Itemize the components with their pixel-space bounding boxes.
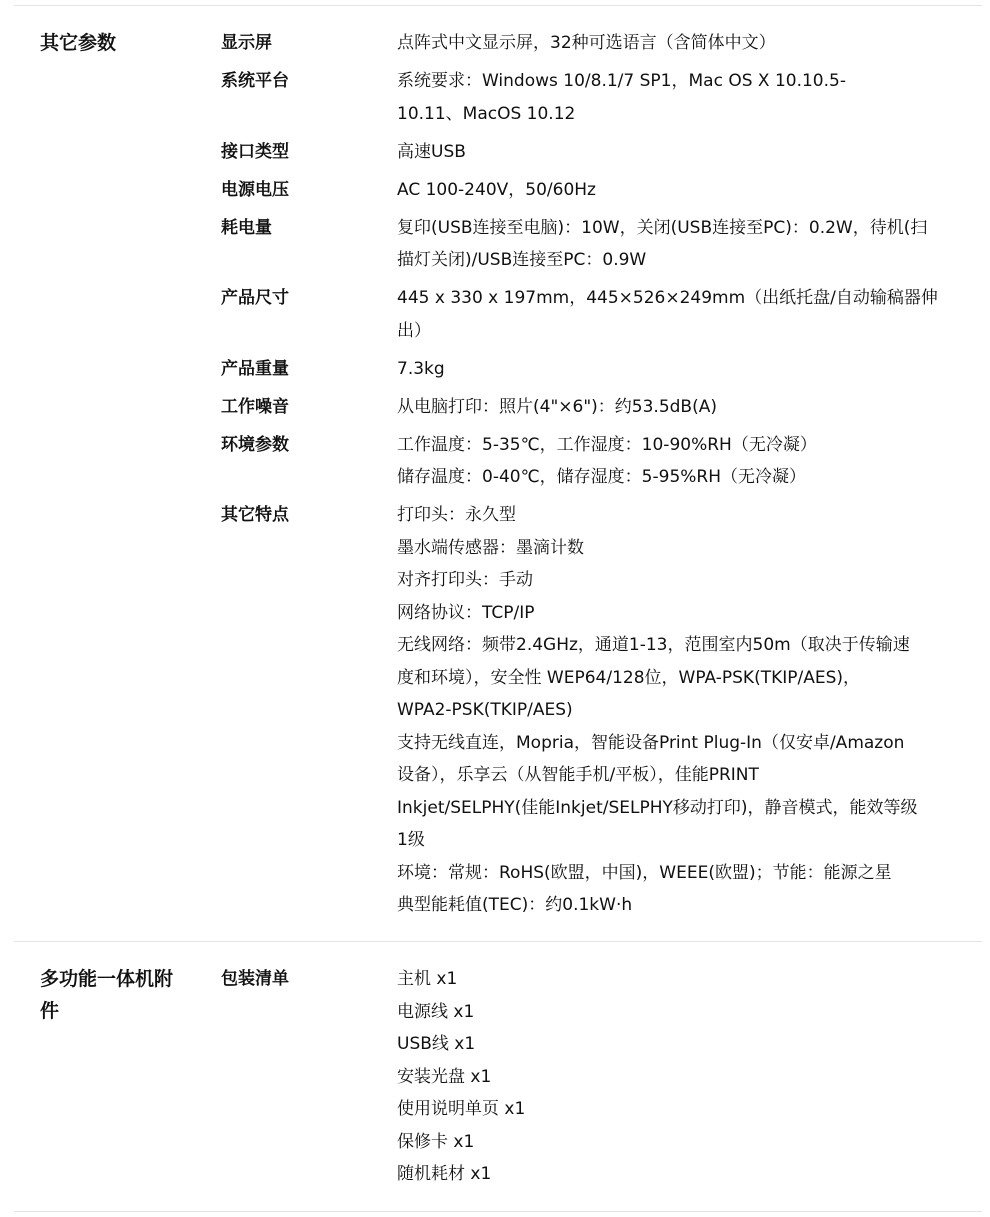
spec-value-line: 高速USB bbox=[397, 141, 466, 162]
spec-value-line: 度和环境），安全性 WEP64/128位，WPA-PSK(TKIP/AES)， bbox=[397, 667, 861, 688]
spec-label: 显示屏 bbox=[221, 33, 272, 53]
spec-value-line: 保修卡 x1 bbox=[397, 1131, 475, 1152]
spec-row bbox=[0, 136, 990, 169]
spec-value-line: 主机 x1 bbox=[397, 969, 458, 989]
spec-label: 其它特点 bbox=[221, 505, 289, 525]
spec-value bbox=[397, 353, 962, 386]
spec-value-line: 典型能耗值(TEC)：约0.1kW·h bbox=[397, 895, 633, 915]
spec-row bbox=[0, 429, 990, 494]
section-title-line: 其它参数 bbox=[40, 32, 117, 54]
spec-value-line: 打印头：永久型 bbox=[397, 505, 516, 525]
spec-value bbox=[397, 212, 962, 277]
spec-value-line: 电源线 x1 bbox=[397, 1001, 475, 1022]
spec-value-line: 设备），乐享云（从智能手机/平板），佳能PRINT bbox=[397, 765, 759, 785]
spec-row bbox=[0, 65, 990, 130]
spec-value-line: WPA2-PSK(TKIP/AES) bbox=[397, 700, 573, 720]
spec-value bbox=[397, 136, 962, 169]
spec-label: 产品重量 bbox=[221, 358, 289, 379]
spec-row bbox=[0, 27, 990, 60]
spec-value-line: 10.11、MacOS 10.12 bbox=[397, 103, 576, 124]
spec-value-line: 对齐打印头：手动 bbox=[397, 570, 533, 590]
section-title-line: 多功能一体机附 bbox=[40, 968, 174, 990]
spec-value bbox=[397, 27, 962, 60]
divider bbox=[14, 1211, 982, 1212]
spec-value bbox=[397, 391, 962, 424]
spec-label: 工作噪音 bbox=[221, 396, 289, 417]
spec-value-line: 出） bbox=[397, 320, 431, 341]
spec-value-line: 复印(USB连接至电脑)：10W，关闭(USB连接至PC)：0.2W，待机(扫 bbox=[397, 217, 928, 238]
spec-row bbox=[0, 499, 990, 922]
spec-value-line: 无线网络：频带2.4GHz，通道1-13，范围室内50m（取决于传输速 bbox=[397, 635, 910, 655]
spec-label: 产品尺寸 bbox=[221, 288, 289, 308]
spec-value-line: 储存温度：0-40℃，储存湿度：5-95%RH（无冷凝） bbox=[397, 467, 807, 487]
spec-value-line: 随机耗材 x1 bbox=[397, 1164, 492, 1184]
spec-value bbox=[397, 499, 962, 922]
spec-value bbox=[397, 429, 962, 494]
spec-value bbox=[397, 65, 962, 130]
spec-value-line: 系统要求：Windows 10/8.1/7 SP1，Mac OS X 10.10.5- bbox=[397, 71, 846, 91]
spec-rows bbox=[0, 27, 990, 927]
spec-row bbox=[0, 212, 990, 277]
spec-row bbox=[0, 353, 990, 386]
spec-label: 包装清单 bbox=[221, 969, 289, 989]
spec-row bbox=[0, 282, 990, 347]
spec-value-line: 墨水端传感器：墨滴计数 bbox=[397, 537, 584, 558]
spec-label: 系统平台 bbox=[221, 71, 289, 91]
spec-value-line: Inkjet/SELPHY(佳能Inkjet/SELPHY移动打印)，静音模式，能效等级 bbox=[397, 797, 918, 818]
spec-value-line: 7.3kg bbox=[397, 358, 445, 379]
spec-rows bbox=[0, 963, 990, 1196]
spec-row bbox=[0, 391, 990, 424]
spec-label: 接口类型 bbox=[221, 141, 289, 162]
section-title-line: 件 bbox=[40, 1000, 60, 1022]
spec-value-line: 安装光盘 x1 bbox=[397, 1066, 492, 1087]
spec-value-line: 工作温度：5-35℃，工作湿度：10-90%RH（无冷凝） bbox=[397, 434, 817, 455]
spec-value bbox=[397, 174, 962, 207]
spec-value-line: USB线 x1 bbox=[397, 1034, 476, 1054]
spec-value-line: 从电脑打印：照片(4"×6")：约53.5dB(A) bbox=[397, 396, 717, 417]
spec-row bbox=[0, 963, 990, 1191]
spec-value-line: 环境：常规：RoHS(欧盟，中国)，WEEE(欧盟)；节能：能源之星 bbox=[397, 862, 892, 883]
spec-row bbox=[0, 174, 990, 207]
divider bbox=[14, 941, 982, 942]
spec-value bbox=[397, 963, 962, 1191]
spec-value-line: 网络协议：TCP/IP bbox=[397, 602, 535, 623]
spec-label: 耗电量 bbox=[221, 217, 272, 238]
spec-value-line: 445 x 330 x 197mm，445×526×249mm（出纸托盘/自动输稿器伸 bbox=[397, 288, 938, 308]
spec-value-line: 支持无线直连，Mopria，智能设备Print Plug-In（仅安卓/Amazon bbox=[397, 732, 905, 753]
spec-value-line: 使用说明单页 x1 bbox=[397, 1099, 526, 1119]
spec-value-line: 1级 bbox=[397, 830, 425, 850]
spec-value-line: 描灯关闭)/USB连接至PC：0.9W bbox=[397, 250, 647, 270]
spec-value bbox=[397, 282, 962, 347]
spec-label: 电源电压 bbox=[221, 179, 289, 200]
spec-label: 环境参数 bbox=[221, 434, 289, 455]
divider bbox=[14, 5, 982, 6]
spec-value-line: AC 100-240V，50/60Hz bbox=[397, 179, 596, 200]
spec-value-line: 点阵式中文显示屏，32种可选语言（含简体中文） bbox=[397, 33, 776, 53]
